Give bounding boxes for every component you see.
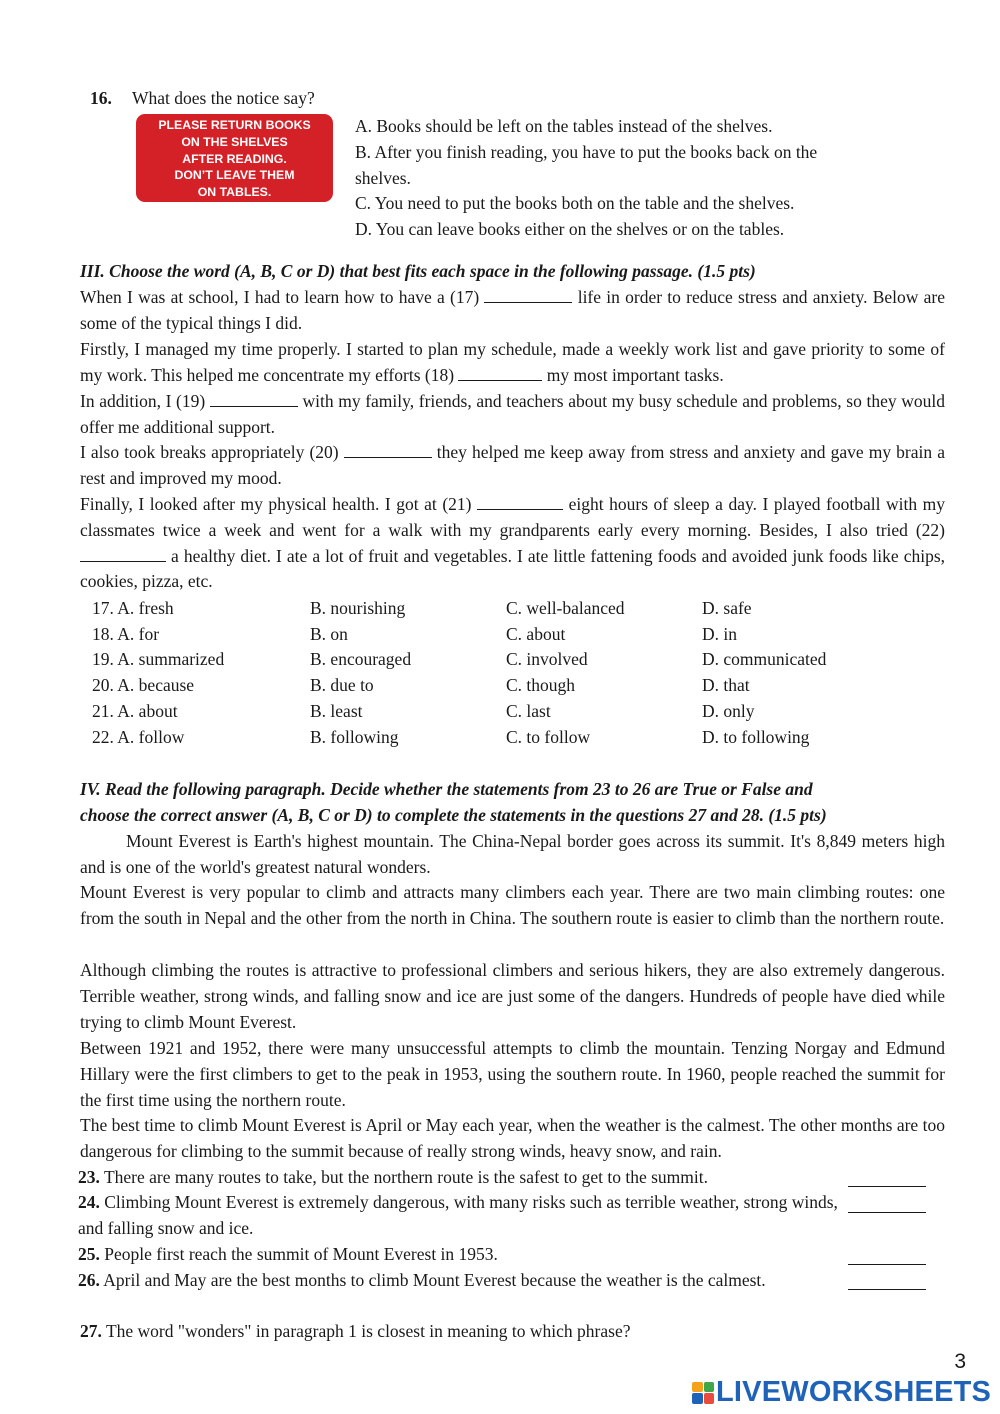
notice-line: AFTER READING. (182, 151, 287, 166)
option-c: C. You need to put the books both on the table and the shelves. (355, 193, 795, 213)
reading-paragraph: Although climbing the routes is attractive to professional climbers and serious hikers, they are also extremely dangerous. Terrible weather, strong winds, and falling snow and ice are just some of the dangers. Hundreds of people have died while trying to climb Mount Everest. (80, 960, 945, 1032)
section-heading: III. Choose the word (A, B, C or D) that best fits each space in the following passage. (1.5 pts) (80, 261, 756, 281)
question-text: What does the notice say? (132, 88, 315, 108)
passage-paragraph: I also took breaks appropriately (20) they helped me keep away from stress and anxiety and gave my brain a rest and improved my mood. (80, 442, 945, 488)
statement: 23. There are many routes to take, but the northern route is the safest to get to the summit. (78, 1167, 709, 1187)
statement: 27. The word "wonders" in paragraph 1 is closest in meaning to which phrase? (80, 1321, 631, 1341)
answer-blank-24[interactable] (848, 1196, 926, 1213)
statement: 25. People first reach the summit of Mount Everest in 1953. (78, 1244, 498, 1264)
statement: 26. April and May are the best months to climb Mount Everest because the weather is the calmest. (78, 1270, 766, 1290)
notice-line: PLEASE RETURN BOOKS (158, 118, 311, 132)
answer-blank-23[interactable] (848, 1170, 926, 1187)
blank-20[interactable] (344, 442, 432, 458)
reading-paragraph: Mount Everest is Earth's highest mountain. The China-Nepal border goes across its summit. It's 8,849 meters high and is one of the world's greatest natural wonders. (80, 831, 945, 877)
passage-paragraph: Firstly, I managed my time properly. I started to plan my schedule, made a weekly work list and gave priority to some of my work. This helped me concentrate my efforts (18) my most important tasks. (80, 339, 945, 385)
blank-21[interactable] (477, 494, 563, 510)
statement: 24. Climbing Mount Everest is extremely dangerous, with many risks such as terrible weather, strong winds, and falling snow and ice. (78, 1192, 838, 1238)
notice-sign (136, 114, 333, 202)
brand-name: LIVEWORKSHEETS (716, 1376, 992, 1408)
option-row: 22. A. follow B. following C. to follow D. to following (92, 727, 810, 747)
reading-paragraph: Between 1921 and 1952, there were many unsuccessful attempts to climb the mountain. Tenzing Norgay and Edmund Hillary were the first climbers to get to the peak in 1953, using the southern route. In 1960, people reached the summit for the first time using the northern route. (80, 1038, 945, 1110)
blank-17[interactable] (484, 287, 572, 303)
notice-line: DON’T LEAVE THEM (174, 168, 295, 183)
option-row: 21. A. about B. least C. last D. only (92, 701, 755, 721)
option-b: B. After you finish reading, you have to put the books back on the (355, 142, 818, 162)
section-heading: IV. Read the following paragraph. Decide whether the statements from 23 to 26 are True or False and (80, 779, 813, 799)
reading-paragraph: Mount Everest is very popular to climb and attracts many climbers each year. There are two main climbing routes: one from the south in Nepal and the other from the north in China. The southern route is easier to climb than the northern route. (80, 882, 945, 928)
option-d: D. You can leave books either on the shelves or on the tables. (355, 219, 785, 239)
notice-line: ON THE SHELVES (181, 134, 288, 149)
liveworksheets-logo (692, 1376, 991, 1409)
option-b-continued: shelves. (355, 168, 411, 188)
answer-blank-25[interactable] (848, 1248, 926, 1265)
section-heading: choose the correct answer (A, B, C or D) to complete the statements in the questions 27 and 28. (1.5 pts) (80, 805, 827, 825)
option-row: 18. A. for B. on C. about D. in (92, 624, 737, 644)
option-a: A. Books should be left on the tables instead of the shelves. (355, 116, 773, 136)
passage-paragraph: When I was at school, I had to learn how to have a (17) life in order to reduce stress and anxiety. Below are some of the typical things I did. (80, 287, 946, 333)
question-number: 16. (90, 88, 112, 108)
blank-19[interactable] (210, 391, 298, 407)
blank-22[interactable] (80, 546, 166, 562)
reading-paragraph: The best time to climb Mount Everest is April or May each year, when the weather is the calmest. The other months are too dangerous for climbing to the summit because of really strong winds, heavy snow, and rain. (80, 1115, 945, 1161)
notice-line: ON TABLES. (197, 185, 272, 200)
option-row: 19. A. summarized B. encouraged C. involved D. communicated (92, 649, 827, 669)
page-number: 3 (954, 1350, 966, 1373)
passage-paragraph: Finally, I looked after my physical health. I got at (21) eight hours of sleep a day. I played football with my classmates twice a week and went for a walk with my grandparents early every morning. Besides, I also tried (22) a healthy diet. I ate a lot of fruit and vegetables. I ate little fattening foods and avoided junk foods like chips, cookies, pizza, etc. (80, 494, 946, 592)
option-row: 17. A. fresh B. nourishing C. well-balanced D. safe (92, 598, 752, 618)
passage-paragraph: In addition, I (19) with my family, friends, and teachers about my busy schedule and problems, so they would offer me additional support. (80, 391, 945, 437)
blank-18[interactable] (458, 365, 542, 381)
answer-blank-26[interactable] (848, 1273, 926, 1290)
option-row: 20. A. because B. due to C. though D. that (92, 675, 750, 695)
liveworksheets-logo-icon (692, 1382, 714, 1404)
